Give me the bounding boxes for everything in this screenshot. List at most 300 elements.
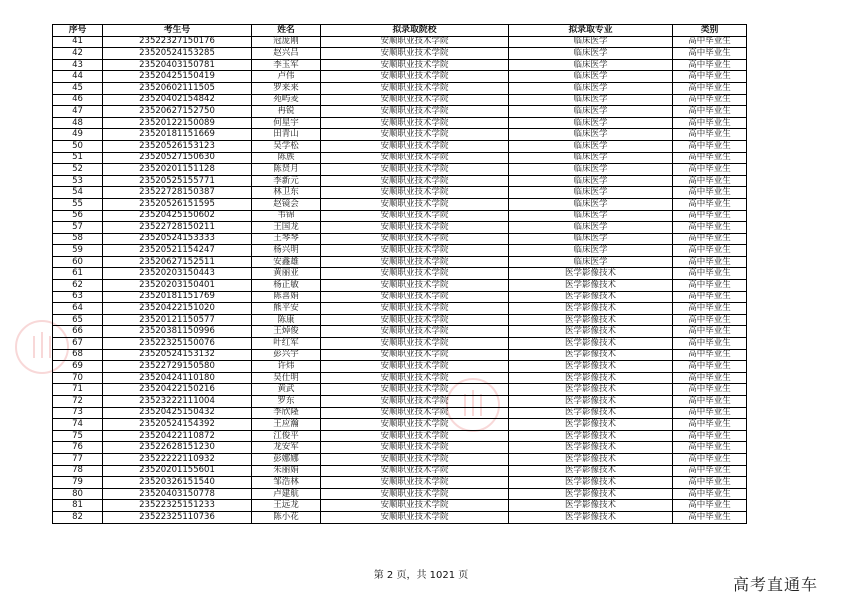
table-row xyxy=(53,59,747,71)
table-row xyxy=(53,488,747,500)
cell-category: 高中毕业生 xyxy=(673,71,747,83)
cell-name: 叶红军 xyxy=(252,338,321,350)
cell-category: 高中毕业生 xyxy=(673,303,747,315)
cell-major: 临床医学 xyxy=(509,94,673,106)
cell-candidate-number: 23520403150778 xyxy=(103,488,252,500)
cell-school: 安顺职业技术学院 xyxy=(321,384,509,396)
cell-candidate-number: 23520425150602 xyxy=(103,210,252,222)
table-row xyxy=(53,407,747,419)
cell-name: 何星宇 xyxy=(252,117,321,129)
cell-major: 临床医学 xyxy=(509,210,673,222)
cell-candidate-number: 23522628151230 xyxy=(103,442,252,454)
cell-school: 安顺职业技术学院 xyxy=(321,511,509,523)
cell-major: 临床医学 xyxy=(509,187,673,199)
header-name: 姓名 xyxy=(252,25,321,37)
cell-major: 医学影像技术 xyxy=(509,407,673,419)
cell-name: 卢建航 xyxy=(252,488,321,500)
cell-major: 医学影像技术 xyxy=(509,488,673,500)
cell-candidate-number: 23520524153132 xyxy=(103,349,252,361)
cell-school: 安顺职业技术学院 xyxy=(321,442,509,454)
cell-name: 江俊平 xyxy=(252,430,321,442)
cell-category: 高中毕业生 xyxy=(673,36,747,48)
cell-major: 临床医学 xyxy=(509,222,673,234)
cell-school: 安顺职业技术学院 xyxy=(321,419,509,431)
cell-index: 48 xyxy=(53,117,103,129)
cell-candidate-number: 23520381150996 xyxy=(103,326,252,338)
cell-major: 医学影像技术 xyxy=(509,453,673,465)
cell-category: 高中毕业生 xyxy=(673,477,747,489)
table-row xyxy=(53,442,747,454)
cell-school: 安顺职业技术学院 xyxy=(321,407,509,419)
cell-index: 46 xyxy=(53,94,103,106)
page-indicator: 第 2 页，共 1021 页 xyxy=(373,570,469,581)
cell-major: 医学影像技术 xyxy=(509,430,673,442)
cell-school: 安顺职业技术学院 xyxy=(321,338,509,350)
cell-name: 王国龙 xyxy=(252,222,321,234)
cell-major: 临床医学 xyxy=(509,106,673,118)
table-row xyxy=(53,187,747,199)
cell-name: 王远龙 xyxy=(252,500,321,512)
cell-major: 医学影像技术 xyxy=(509,384,673,396)
cell-candidate-number: 23522325151233 xyxy=(103,500,252,512)
table-row xyxy=(53,71,747,83)
cell-category: 高中毕业生 xyxy=(673,48,747,60)
cell-name: 赵兴吕 xyxy=(252,48,321,60)
cell-category: 高中毕业生 xyxy=(673,175,747,187)
cell-index: 42 xyxy=(53,48,103,60)
cell-school: 安顺职业技术学院 xyxy=(321,175,509,187)
cell-candidate-number: 23520524153285 xyxy=(103,48,252,60)
cell-school: 安顺职业技术学院 xyxy=(321,198,509,210)
cell-major: 医学影像技术 xyxy=(509,268,673,280)
cell-school: 安顺职业技术学院 xyxy=(321,94,509,106)
cell-major: 医学影像技术 xyxy=(509,349,673,361)
cell-major: 医学影像技术 xyxy=(509,314,673,326)
table-row xyxy=(53,361,747,373)
cell-school: 安顺职业技术学院 xyxy=(321,291,509,303)
cell-category: 高中毕业生 xyxy=(673,280,747,292)
cell-candidate-number: 23522222110932 xyxy=(103,453,252,465)
cell-category: 高中毕业生 xyxy=(673,407,747,419)
table-row xyxy=(53,372,747,384)
cell-candidate-number: 23522327150176 xyxy=(103,36,252,48)
cell-index: 64 xyxy=(53,303,103,315)
cell-category: 高中毕业生 xyxy=(673,384,747,396)
cell-name: 林卫东 xyxy=(252,187,321,199)
cell-candidate-number: 23520326151540 xyxy=(103,477,252,489)
cell-name: 田青山 xyxy=(252,129,321,141)
cell-index: 62 xyxy=(53,280,103,292)
cell-category: 高中毕业生 xyxy=(673,82,747,94)
cell-major: 临床医学 xyxy=(509,36,673,48)
cell-name: 王焯俊 xyxy=(252,326,321,338)
cell-school: 安顺职业技术学院 xyxy=(321,210,509,222)
cell-index: 43 xyxy=(53,59,103,71)
cell-candidate-number: 23523222111004 xyxy=(103,396,252,408)
cell-major: 医学影像技术 xyxy=(509,303,673,315)
cell-name: 安鑫雄 xyxy=(252,256,321,268)
table-row xyxy=(53,210,747,222)
cell-candidate-number: 23520203150401 xyxy=(103,280,252,292)
cell-category: 高中毕业生 xyxy=(673,465,747,477)
cell-name: 黄丽亚 xyxy=(252,268,321,280)
cell-major: 医学影像技术 xyxy=(509,372,673,384)
table-row xyxy=(53,314,747,326)
cell-candidate-number: 23520201155601 xyxy=(103,465,252,477)
cell-candidate-number: 23520425150432 xyxy=(103,407,252,419)
cell-name: 李新元 xyxy=(252,175,321,187)
cell-candidate-number: 23520425150419 xyxy=(103,71,252,83)
cell-major: 临床医学 xyxy=(509,164,673,176)
cell-school: 安顺职业技术学院 xyxy=(321,430,509,442)
cell-candidate-number: 23520181151669 xyxy=(103,129,252,141)
table-row xyxy=(53,465,747,477)
cell-candidate-number: 23522728150387 xyxy=(103,187,252,199)
cell-school: 安顺职业技术学院 xyxy=(321,303,509,315)
cell-name: 陈康 xyxy=(252,314,321,326)
table-row xyxy=(53,291,747,303)
cell-school: 安顺职业技术学院 xyxy=(321,233,509,245)
cell-candidate-number: 23520422110872 xyxy=(103,430,252,442)
cell-major: 医学影像技术 xyxy=(509,419,673,431)
cell-school: 安顺职业技术学院 xyxy=(321,117,509,129)
table-row xyxy=(53,222,747,234)
cell-category: 高中毕业生 xyxy=(673,442,747,454)
cell-category: 高中毕业生 xyxy=(673,187,747,199)
cell-name: 陈贤月 xyxy=(252,164,321,176)
cell-candidate-number: 23520201151128 xyxy=(103,164,252,176)
table-row xyxy=(53,384,747,396)
cell-name: 邹浩林 xyxy=(252,477,321,489)
cell-category: 高中毕业生 xyxy=(673,94,747,106)
cell-index: 61 xyxy=(53,268,103,280)
cell-category: 高中毕业生 xyxy=(673,349,747,361)
table-row xyxy=(53,303,747,315)
cell-school: 安顺职业技术学院 xyxy=(321,187,509,199)
cell-index: 59 xyxy=(53,245,103,257)
table-row xyxy=(53,48,747,60)
cell-school: 安顺职业技术学院 xyxy=(321,36,509,48)
cell-candidate-number: 23520403150781 xyxy=(103,59,252,71)
table-row xyxy=(53,82,747,94)
cell-category: 高中毕业生 xyxy=(673,106,747,118)
cell-category: 高中毕业生 xyxy=(673,256,747,268)
cell-category: 高中毕业生 xyxy=(673,453,747,465)
header-major: 拟录取专业 xyxy=(509,25,673,37)
cell-index: 77 xyxy=(53,453,103,465)
cell-candidate-number: 23520122150089 xyxy=(103,117,252,129)
cell-index: 52 xyxy=(53,164,103,176)
table-row xyxy=(53,396,747,408)
table-row xyxy=(53,233,747,245)
table-row xyxy=(53,245,747,257)
cell-candidate-number: 23522728150211 xyxy=(103,222,252,234)
cell-index: 80 xyxy=(53,488,103,500)
header-candidate-number: 考生号 xyxy=(103,25,252,37)
cell-index: 72 xyxy=(53,396,103,408)
cell-name: 陈小花 xyxy=(252,511,321,523)
cell-school: 安顺职业技术学院 xyxy=(321,106,509,118)
cell-category: 高中毕业生 xyxy=(673,129,747,141)
cell-major: 医学影像技术 xyxy=(509,442,673,454)
cell-candidate-number: 23520422151020 xyxy=(103,303,252,315)
cell-category: 高中毕业生 xyxy=(673,338,747,350)
cell-category: 高中毕业生 xyxy=(673,245,747,257)
cell-major: 临床医学 xyxy=(509,140,673,152)
cell-candidate-number: 23520402154842 xyxy=(103,94,252,106)
cell-school: 安顺职业技术学院 xyxy=(321,268,509,280)
cell-index: 41 xyxy=(53,36,103,48)
cell-candidate-number: 23522729150580 xyxy=(103,361,252,373)
cell-school: 安顺职业技术学院 xyxy=(321,453,509,465)
cell-category: 高中毕业生 xyxy=(673,488,747,500)
cell-name: 王应瀚 xyxy=(252,419,321,431)
cell-major: 临床医学 xyxy=(509,129,673,141)
cell-major: 医学影像技术 xyxy=(509,291,673,303)
cell-school: 安顺职业技术学院 xyxy=(321,140,509,152)
cell-category: 高中毕业生 xyxy=(673,198,747,210)
cell-school: 安顺职业技术学院 xyxy=(321,222,509,234)
cell-category: 高中毕业生 xyxy=(673,140,747,152)
cell-index: 47 xyxy=(53,106,103,118)
cell-index: 78 xyxy=(53,465,103,477)
cell-index: 45 xyxy=(53,82,103,94)
cell-category: 高中毕业生 xyxy=(673,222,747,234)
cell-candidate-number: 23520524153333 xyxy=(103,233,252,245)
cell-major: 临床医学 xyxy=(509,59,673,71)
cell-category: 高中毕业生 xyxy=(673,419,747,431)
cell-candidate-number: 23520526153123 xyxy=(103,140,252,152)
cell-major: 医学影像技术 xyxy=(509,465,673,477)
table-row xyxy=(53,453,747,465)
cell-major: 临床医学 xyxy=(509,198,673,210)
table-row xyxy=(53,36,747,48)
cell-index: 56 xyxy=(53,210,103,222)
cell-category: 高中毕业生 xyxy=(673,500,747,512)
cell-index: 51 xyxy=(53,152,103,164)
cell-school: 安顺职业技术学院 xyxy=(321,59,509,71)
brand-label: 高考直通车 xyxy=(732,575,818,594)
table-row xyxy=(53,280,747,292)
cell-major: 临床医学 xyxy=(509,233,673,245)
cell-major: 医学影像技术 xyxy=(509,500,673,512)
cell-category: 高中毕业生 xyxy=(673,152,747,164)
cell-major: 医学影像技术 xyxy=(509,361,673,373)
cell-school: 安顺职业技术学院 xyxy=(321,372,509,384)
cell-category: 高中毕业生 xyxy=(673,117,747,129)
cell-candidate-number: 23520526151595 xyxy=(103,198,252,210)
cell-candidate-number: 23522325110736 xyxy=(103,511,252,523)
cell-name: 龙安军 xyxy=(252,442,321,454)
cell-category: 高中毕业生 xyxy=(673,59,747,71)
cell-candidate-number: 23520424110180 xyxy=(103,372,252,384)
cell-school: 安顺职业技术学院 xyxy=(321,48,509,60)
cell-category: 高中毕业生 xyxy=(673,233,747,245)
table-row xyxy=(53,419,747,431)
cell-school: 安顺职业技术学院 xyxy=(321,152,509,164)
cell-school: 安顺职业技术学院 xyxy=(321,71,509,83)
cell-index: 71 xyxy=(53,384,103,396)
cell-school: 安顺职业技术学院 xyxy=(321,256,509,268)
cell-major: 医学影像技术 xyxy=(509,511,673,523)
cell-index: 66 xyxy=(53,326,103,338)
table-row xyxy=(53,338,747,350)
cell-school: 安顺职业技术学院 xyxy=(321,361,509,373)
cell-category: 高中毕业生 xyxy=(673,314,747,326)
cell-name: 罗来来 xyxy=(252,82,321,94)
cell-category: 高中毕业生 xyxy=(673,291,747,303)
cell-major: 医学影像技术 xyxy=(509,338,673,350)
header-index: 序号 xyxy=(53,25,103,37)
cell-candidate-number: 23520181151769 xyxy=(103,291,252,303)
cell-category: 高中毕业生 xyxy=(673,511,747,523)
cell-index: 65 xyxy=(53,314,103,326)
cell-index: 53 xyxy=(53,175,103,187)
cell-index: 82 xyxy=(53,511,103,523)
cell-candidate-number: 23520525155771 xyxy=(103,175,252,187)
cell-school: 安顺职业技术学院 xyxy=(321,82,509,94)
cell-school: 安顺职业技术学院 xyxy=(321,280,509,292)
cell-category: 高中毕业生 xyxy=(673,210,747,222)
cell-index: 44 xyxy=(53,71,103,83)
table-row xyxy=(53,268,747,280)
cell-index: 54 xyxy=(53,187,103,199)
cell-major: 医学影像技术 xyxy=(509,326,673,338)
cell-candidate-number: 23520602111505 xyxy=(103,82,252,94)
cell-index: 58 xyxy=(53,233,103,245)
cell-candidate-number: 23520521154247 xyxy=(103,245,252,257)
table-row xyxy=(53,94,747,106)
table-row xyxy=(53,152,747,164)
cell-candidate-number: 23520422150216 xyxy=(103,384,252,396)
table-row xyxy=(53,500,747,512)
cell-major: 医学影像技术 xyxy=(509,477,673,489)
cell-major: 临床医学 xyxy=(509,245,673,257)
cell-category: 高中毕业生 xyxy=(673,361,747,373)
cell-category: 高中毕业生 xyxy=(673,396,747,408)
table-row xyxy=(53,477,747,489)
cell-index: 49 xyxy=(53,129,103,141)
table-row xyxy=(53,511,747,523)
cell-index: 69 xyxy=(53,361,103,373)
cell-school: 安顺职业技术学院 xyxy=(321,465,509,477)
cell-major: 临床医学 xyxy=(509,71,673,83)
table-row xyxy=(53,430,747,442)
cell-index: 57 xyxy=(53,222,103,234)
cell-candidate-number: 23520203150443 xyxy=(103,268,252,280)
cell-school: 安顺职业技术学院 xyxy=(321,245,509,257)
cell-name: 冠庞刚 xyxy=(252,36,321,48)
cell-name: 王琴琴 xyxy=(252,233,321,245)
cell-index: 73 xyxy=(53,407,103,419)
cell-name: 许炜 xyxy=(252,361,321,373)
cell-index: 55 xyxy=(53,198,103,210)
cell-name: 赵镜会 xyxy=(252,198,321,210)
cell-index: 76 xyxy=(53,442,103,454)
cell-school: 安顺职业技术学院 xyxy=(321,349,509,361)
cell-name: 熊平安 xyxy=(252,303,321,315)
cell-name: 卢伟 xyxy=(252,71,321,83)
cell-index: 74 xyxy=(53,419,103,431)
cell-name: 彭娜娜 xyxy=(252,453,321,465)
cell-candidate-number: 23522325150076 xyxy=(103,338,252,350)
header-category: 类别 xyxy=(673,25,747,37)
cell-name: 彭兴宇 xyxy=(252,349,321,361)
cell-candidate-number: 23520627152750 xyxy=(103,106,252,118)
cell-candidate-number: 23520524154392 xyxy=(103,419,252,431)
cell-name: 朱丽娟 xyxy=(252,465,321,477)
cell-category: 高中毕业生 xyxy=(673,268,747,280)
cell-index: 67 xyxy=(53,338,103,350)
cell-index: 50 xyxy=(53,140,103,152)
cell-major: 临床医学 xyxy=(509,82,673,94)
cell-name: 黄武 xyxy=(252,384,321,396)
table-header-row xyxy=(53,25,747,37)
cell-major: 临床医学 xyxy=(509,175,673,187)
cell-name: 李玉军 xyxy=(252,59,321,71)
cell-index: 70 xyxy=(53,372,103,384)
table-row xyxy=(53,326,747,338)
cell-school: 安顺职业技术学院 xyxy=(321,314,509,326)
cell-school: 安顺职业技术学院 xyxy=(321,500,509,512)
table-row xyxy=(53,198,747,210)
cell-name: 罗东 xyxy=(252,396,321,408)
cell-index: 75 xyxy=(53,430,103,442)
cell-name: 陈喜娟 xyxy=(252,291,321,303)
cell-candidate-number: 23520121150577 xyxy=(103,314,252,326)
cell-school: 安顺职业技术学院 xyxy=(321,129,509,141)
table-row xyxy=(53,349,747,361)
table-row xyxy=(53,129,747,141)
cell-name: 韦锦 xyxy=(252,210,321,222)
cell-school: 安顺职业技术学院 xyxy=(321,488,509,500)
cell-school: 安顺职业技术学院 xyxy=(321,396,509,408)
cell-category: 高中毕业生 xyxy=(673,326,747,338)
cell-name: 吴学松 xyxy=(252,140,321,152)
cell-major: 临床医学 xyxy=(509,48,673,60)
cell-school: 安顺职业技术学院 xyxy=(321,477,509,489)
cell-category: 高中毕业生 xyxy=(673,372,747,384)
cell-category: 高中毕业生 xyxy=(673,164,747,176)
cell-name: 陈族 xyxy=(252,152,321,164)
cell-index: 63 xyxy=(53,291,103,303)
cell-name: 杨正敏 xyxy=(252,280,321,292)
table-row xyxy=(53,175,747,187)
cell-name: 李欣隆 xyxy=(252,407,321,419)
cell-school: 安顺职业技术学院 xyxy=(321,326,509,338)
cell-major: 临床医学 xyxy=(509,152,673,164)
table-row xyxy=(53,164,747,176)
cell-index: 79 xyxy=(53,477,103,489)
cell-name: 冉锐 xyxy=(252,106,321,118)
cell-name: 苑屿麦 xyxy=(252,94,321,106)
cell-index: 68 xyxy=(53,349,103,361)
cell-school: 安顺职业技术学院 xyxy=(321,164,509,176)
cell-major: 医学影像技术 xyxy=(509,280,673,292)
table-row xyxy=(53,117,747,129)
table-row xyxy=(53,140,747,152)
cell-index: 60 xyxy=(53,256,103,268)
cell-name: 吴仕明 xyxy=(252,372,321,384)
header-school: 拟录取院校 xyxy=(321,25,509,37)
admission-table xyxy=(52,24,747,524)
cell-candidate-number: 23520627152511 xyxy=(103,256,252,268)
cell-category: 高中毕业生 xyxy=(673,430,747,442)
cell-index: 81 xyxy=(53,500,103,512)
cell-candidate-number: 23520527150630 xyxy=(103,152,252,164)
cell-major: 医学影像技术 xyxy=(509,396,673,408)
cell-major: 临床医学 xyxy=(509,256,673,268)
